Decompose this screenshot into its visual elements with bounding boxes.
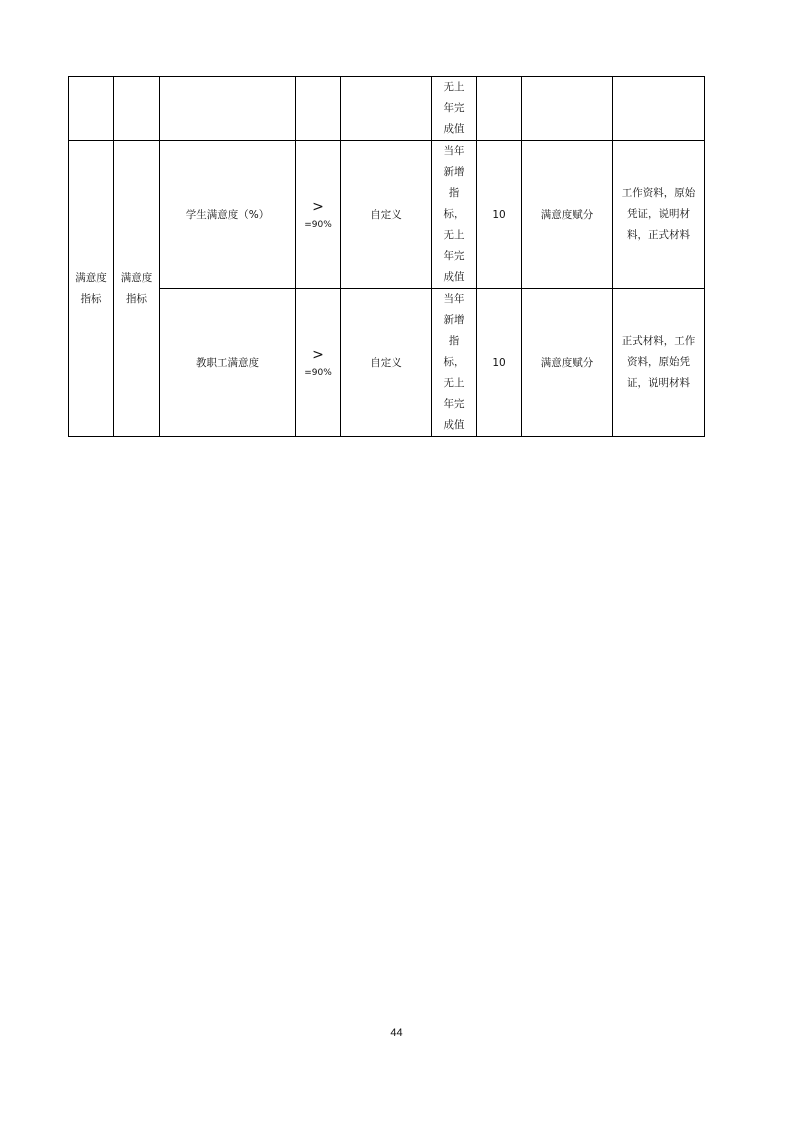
indicator-name-cell: [160, 141, 296, 289]
scoring-cell: [522, 141, 613, 289]
weight-value: 10: [492, 208, 506, 221]
table-cell-empty: [114, 77, 160, 141]
threshold-value: =90%: [304, 219, 332, 230]
table-row-top-continuation: [69, 77, 705, 141]
evidence-cell: [613, 141, 705, 289]
indicator-name: 教职工满意度: [196, 356, 259, 369]
table-row-staff-satisfaction: [69, 289, 705, 437]
weight-cell: [477, 141, 522, 289]
table-cell-empty: [341, 77, 432, 141]
table-cell-empty: [160, 77, 296, 141]
page-number: 44: [390, 1027, 403, 1039]
scoring-cell: [522, 289, 613, 437]
group-level1-label: 满意度指标: [75, 271, 107, 305]
scoring-method: 满意度赋分: [540, 208, 594, 221]
table-cell-empty: [613, 77, 705, 141]
table-cell-empty: [477, 77, 522, 141]
evidence-text: 工作资料，原始凭证，说明材料，正式材料: [621, 187, 696, 241]
type-cell: [341, 141, 432, 289]
indicator-type: 自定义: [370, 356, 402, 369]
history-text: 无上年完成值: [443, 81, 465, 135]
group-level2-label: 满意度指标: [120, 271, 153, 305]
performance-indicator-table: [68, 76, 705, 437]
table-cell-empty: [69, 77, 114, 141]
threshold-cell: [296, 289, 341, 437]
history-cell: [432, 289, 477, 437]
table-cell-history: [432, 77, 477, 141]
group-level2-cell: [114, 141, 160, 437]
operator-symbol: >: [312, 198, 324, 215]
history-text: 当年新增指标，无上年完成值: [443, 293, 465, 431]
group-level1-cell: [69, 141, 114, 437]
threshold-cell: [296, 141, 341, 289]
evidence-cell: [613, 289, 705, 437]
weight-value: 10: [492, 356, 506, 369]
table-cell-empty: [296, 77, 341, 141]
history-cell: [432, 141, 477, 289]
type-cell: [341, 289, 432, 437]
history-text: 当年新增指标，无上年完成值: [443, 145, 465, 283]
indicator-name: 学生满意度（%）: [185, 208, 270, 221]
operator-symbol: >: [312, 346, 324, 363]
table-cell-empty: [522, 77, 613, 141]
threshold-value: =90%: [304, 367, 332, 378]
table-row-student-satisfaction: [69, 141, 705, 289]
weight-cell: [477, 289, 522, 437]
evidence-text: 正式材料，工作资料，原始凭证，说明材料: [621, 335, 696, 389]
indicator-type: 自定义: [370, 208, 402, 221]
scoring-method: 满意度赋分: [540, 356, 594, 369]
indicator-name-cell: [160, 289, 296, 437]
